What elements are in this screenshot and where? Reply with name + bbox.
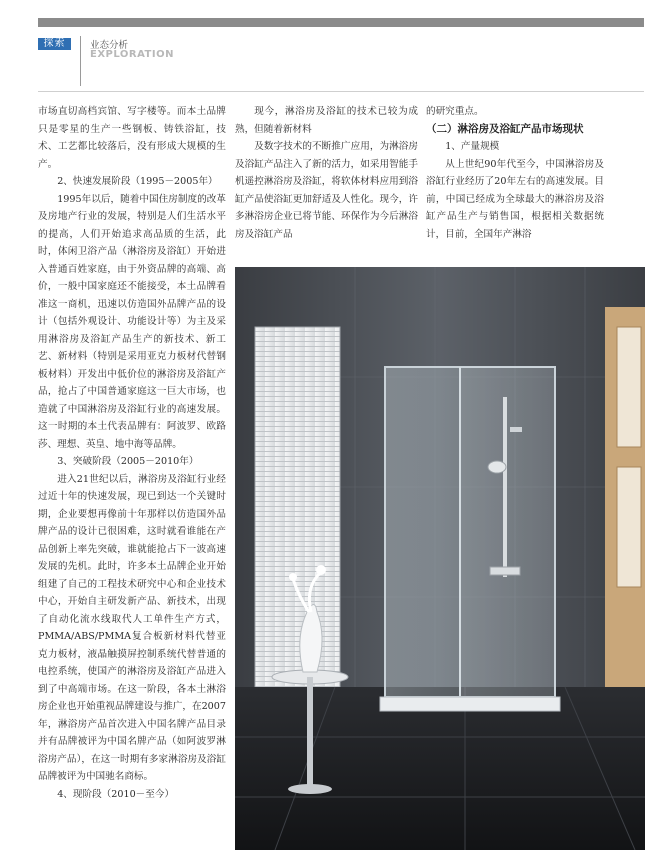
header-rule bbox=[38, 91, 644, 92]
subheading: 2、快速发展阶段（1995－2005年） bbox=[57, 176, 218, 187]
shower-enclosure-photo bbox=[235, 267, 645, 850]
section-title-en: EXPLORATION bbox=[90, 49, 174, 60]
text-column-1 bbox=[38, 103, 226, 803]
subheading: 3、突破阶段（2005－2010年） bbox=[57, 456, 199, 467]
section-badge: 探索 bbox=[38, 38, 71, 50]
paragraph: 进入21世纪以后，淋浴房及浴缸行业经过近十年的快速发展，现已到达一个关键时期，企业要想再像前十年那样以仿造国外品牌产品的设计已很困难，这时就看谁能在产品创新上率先突破，谁就能抢占下一波高速发展的先机。此时，许多本土品牌企业开始组建了自己的工程技术研究中心和企业技术中心，开始自主研发新产品、新技术，出现了自动化流水线取代人工单件生产方式，PMMA/ABS/PMMA复合板新材料代替亚克力板材，液晶触摸屏控制系统代替普通的电控系统，使国产的淋浴房及浴缸产品进入到了中高端市场。在这一阶段，各本土淋浴房企业也开始重视品牌建设与推广，在2007年，淋浴房产品首次进入中国名牌产品目录并有品牌被评为中国名牌产品（如阿波罗淋浴房产品），在这一时期有多家淋浴房及浴缸品牌被评为中国驰名商标。 bbox=[38, 473, 226, 782]
subheading: 4、现阶段（2010－至今） bbox=[57, 788, 175, 800]
header-top-bar bbox=[38, 18, 644, 27]
header-divider bbox=[80, 36, 81, 86]
photo-illustration bbox=[235, 267, 645, 850]
paragraph: 现今，淋浴房及浴缸的技术已较为成熟，但随着新材料 bbox=[235, 106, 418, 135]
text-column-3 bbox=[426, 103, 604, 243]
paragraph: 及数字技术的不断推广应用，为淋浴房及浴缸产品注入了新的活力，如采用智能手机遥控淋浴房及浴缸，将软体材料应用到浴缸产品使浴缸更加舒适及人性化。现今，许多淋浴房企业已将节能、环保作为今后淋浴房及浴缸产品 bbox=[235, 141, 418, 240]
section-heading: （二）淋浴房及浴缸产品市场现状 bbox=[426, 122, 584, 135]
paragraph: 从上世纪90年代至今，中国淋浴房及浴缸行业经历了20年左右的高速发展。目前，中国已经成为全球最大的淋浴房及浴缸产品生产与销售国，根据相关数据统计，目前，全国年产淋浴 bbox=[426, 158, 604, 240]
subheading: 1、产量规模 bbox=[445, 141, 500, 152]
section-title-cn: 业态分析 bbox=[90, 40, 129, 51]
paragraph: 的研究重点。 bbox=[426, 106, 484, 117]
text-column-2 bbox=[235, 103, 418, 243]
paragraph: 1995年以后，随着中国住房制度的改革及房地产行业的发展，特别是人们生活水平的提高，人们开始追求高品质的生活，此时，体闲卫浴产品（淋浴房及浴缸）开始进入普通百姓家庭，由于外资品牌的高端、高价，一般中国家庭还不能接受，本土品牌看准这一商机，迅速以仿造国外品牌产品的设计（包括外观设计、功能设计等）为主及采用淋浴房及浴缸产品生产的新技术、新工艺、新材料（特别是采用亚克力板材代替钢板材料）开发出中低价位的淋浴房及浴缸产品，抢占了中国普通家庭这一巨大市场，也造就了中国淋浴房及浴缸行业的高速发展。这一时期的本土代表品牌有：阿波罗、欧路莎、理想、英皇、地中海等品牌。 bbox=[38, 193, 226, 450]
paragraph: 市场直切高档宾馆、写字楼等。而本土品牌只是零星的生产一些钢板、铸铁浴缸，技术、工艺都比较落后，没有形成大规模的生产。 bbox=[38, 106, 226, 170]
